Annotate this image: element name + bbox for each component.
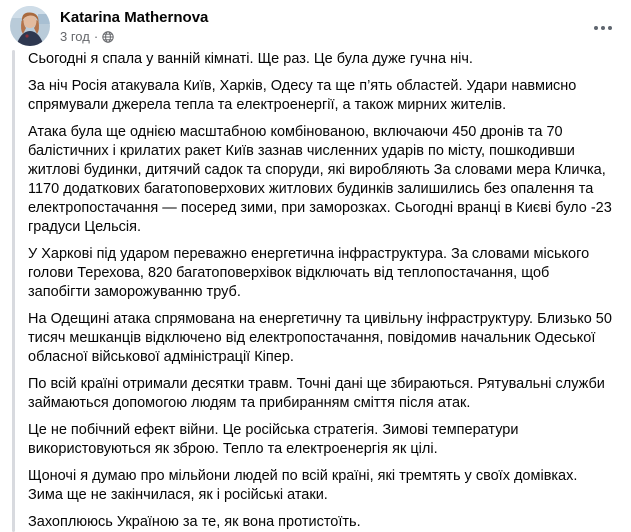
post-body <box>0 48 631 532</box>
post-paragraph: У Харкові під ударом переважно енергетична інфраструктура. За словами міського голови Терехова, 820 багатоповерхівок відключать від теплопостачання, щоб запобігти заморожуванню труб. <box>28 246 590 300</box>
post-paragraph: На Одещині атака спрямована на енергетичну та цивільну інфраструктуру. Близько 50 тисяч мешканців відключено від електропостачання, повідомив начальник Одеської обласної військової адміністрації Кіпер. <box>28 311 612 365</box>
post-paragraph: За ніч Росія атакувала Київ, Харків, Одесу та ще п’ять областей. Удари навмисно спрямували джерела тепла та електроенергії, а також мирних жителів. <box>28 78 577 113</box>
meta-separator: · <box>93 29 99 44</box>
post-paragraph: Щоночі я думаю про мільйони людей по всій країні, які тремтять у своїх домівках. Зима ще не закінчилася, як і російські атаки. <box>28 468 578 503</box>
post-paragraph: Атака була ще однією масштабною комбінованою, включаючи 450 дронів та 70 балістичних і крилатих ракет Київ зазнав численних ударів по місту, пошкодивши житлові будинки, дитячий садок та споруди, які виробляють За словами мера Кличка, 1170 додаткових багатоповерхових житлових будинків залишились без опалення та електропостачання — посеред зими, при заморозках. Сьогодні вранці в Києві було -23 градуси Цельсія. <box>28 124 612 235</box>
post-header <box>0 0 631 48</box>
post-paragraph: По всій країні отримали десятки травм. Точні дані ще збираються. Рятувальні служби займаються допомогою людям та прибиранням сміття після атак. <box>28 376 605 411</box>
avatar[interactable] <box>10 6 50 46</box>
author-block <box>60 6 587 45</box>
post-meta <box>60 29 587 45</box>
post-paragraph: Захоплююсь Україною за те, як вона протистоїть. <box>28 514 361 530</box>
translation-quote-bar <box>12 50 15 532</box>
post-paragraph: Це не побічний ефект війни. Це російська стратегія. Зимові температури використовуються як зброю. Тепло та електроенергія як цілі. <box>28 422 519 457</box>
avatar-photo <box>10 6 50 46</box>
post-text <box>28 50 615 532</box>
globe-icon <box>102 31 114 43</box>
timestamp[interactable]: 3 год <box>60 29 90 44</box>
post-paragraph: Сьогодні я спала у ванній кімнаті. Ще раз. Це була дуже гучна ніч. <box>28 51 473 67</box>
author-name[interactable]: Katarina Mathernova <box>60 9 209 26</box>
ellipsis-icon <box>594 26 598 30</box>
more-options-button[interactable] <box>587 12 619 44</box>
